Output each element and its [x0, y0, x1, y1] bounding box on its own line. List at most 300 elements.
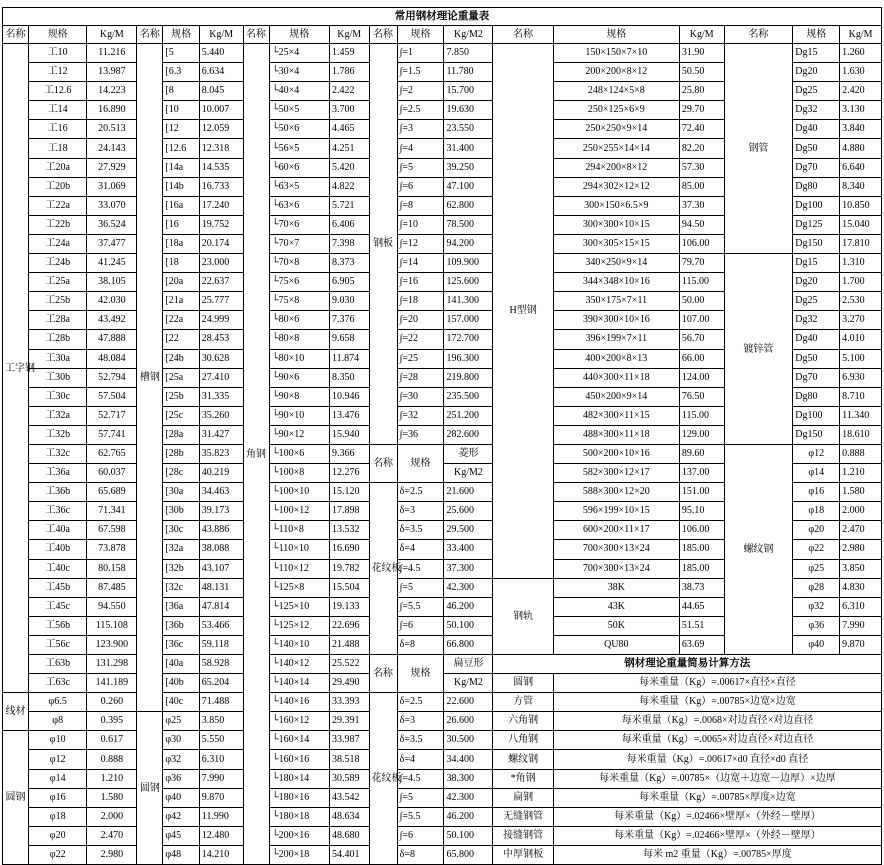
plate-spec: ∫=2	[397, 82, 444, 101]
i-beam-weight: 43.492	[87, 311, 137, 330]
plate-weight: 47.100	[444, 177, 493, 196]
channel-spec: [24b	[163, 349, 199, 368]
group-rail: 钢轨	[493, 578, 553, 654]
channel-weight: 16.733	[199, 177, 243, 196]
round-large-spec: φ45	[163, 826, 199, 845]
plate-weight: 141.300	[444, 292, 493, 311]
rebar-spec: φ18	[793, 502, 840, 521]
galv-weight: 11.340	[840, 406, 882, 425]
channel-spec: [28c	[163, 464, 199, 483]
round-spec: φ14	[29, 769, 87, 788]
channel-weight: 38.088	[199, 540, 243, 559]
table-row	[3, 254, 882, 273]
h-beam-weight: 82.20	[679, 139, 724, 158]
pipe-weight: 1.260	[840, 44, 882, 63]
channel-spec: [22a	[163, 311, 199, 330]
h-beam-spec: 300×305×15×15	[553, 234, 679, 253]
formula-text: 每米 m2 重量（Kg）=.00785×厚度	[553, 845, 881, 864]
i-beam-spec: 工30c	[29, 387, 87, 406]
plate-weight: 251.200	[444, 406, 493, 425]
formula-name: 八角钢	[493, 731, 553, 750]
h-beam-weight: 25.80	[679, 82, 724, 101]
h-beam-spec: 700×300×13×24	[553, 540, 679, 559]
rebar-weight: 4.830	[840, 578, 882, 597]
angle-spec: └160×14	[269, 731, 329, 750]
formula-name: 无缝钢管	[493, 807, 553, 826]
h-beam-weight: 151.00	[679, 483, 724, 502]
hdr-kgm: Kg/M	[679, 26, 724, 44]
rebar-weight: 2.000	[840, 502, 882, 521]
channel-spec: [32a	[163, 540, 199, 559]
rail-spec: 43K	[553, 597, 679, 616]
h-beam-weight: 79.70	[679, 254, 724, 273]
angle-weight: 12.276	[329, 464, 369, 483]
rebar-weight: 7.990	[840, 616, 882, 635]
i-beam-spec: 工18	[29, 139, 87, 158]
i-beam-spec: 工22b	[29, 215, 87, 234]
table-row	[3, 693, 882, 712]
checker-weight: 42.300	[444, 578, 493, 597]
round-weight: 2.980	[87, 845, 137, 864]
angle-spec: └40×4	[269, 82, 329, 101]
table-row	[3, 712, 882, 731]
angle-weight: 1.459	[329, 44, 369, 63]
plate-spec: ∫=30	[397, 387, 444, 406]
h-beam-weight: 115.00	[679, 406, 724, 425]
h-beam-spec: 488×300×11×18	[553, 425, 679, 444]
angle-weight: 4.465	[329, 120, 369, 139]
angle-spec: └100×12	[269, 502, 329, 521]
h-beam-spec: 350×175×7×11	[553, 292, 679, 311]
rail-spec: 38K	[553, 578, 679, 597]
hdr-spec: 规格	[793, 26, 840, 44]
h-beam-weight: 85.00	[679, 177, 724, 196]
channel-spec: [36a	[163, 597, 199, 616]
plate-weight: 125.600	[444, 273, 493, 292]
i-beam-spec: 工40a	[29, 521, 87, 540]
i-beam-weight: 47.888	[87, 330, 137, 349]
angle-spec: └63×5	[269, 177, 329, 196]
channel-spec: [25b	[163, 387, 199, 406]
h-beam-weight: 115.00	[679, 273, 724, 292]
i-beam-weight: 11.216	[87, 44, 137, 63]
galv-weight: 6.930	[840, 368, 882, 387]
h-beam-weight: 29.70	[679, 101, 724, 120]
h-beam-weight: 50.00	[679, 292, 724, 311]
wire-weight: 0.260	[87, 693, 137, 712]
checker-spec: δ=3	[397, 502, 444, 521]
angle-spec: └70×6	[269, 215, 329, 234]
h-beam-weight: 31.90	[679, 44, 724, 63]
wire-spec: φ8	[29, 712, 87, 731]
i-beam-spec: 工20b	[29, 177, 87, 196]
galv-spec: Dg20	[793, 273, 840, 292]
h-beam-spec: 300×150×6.5×9	[553, 196, 679, 215]
galv-weight: 18.610	[840, 425, 882, 444]
i-beam-spec: 工36a	[29, 464, 87, 483]
h-beam-spec: 600×200×11×17	[553, 521, 679, 540]
round-large-weight: 5.550	[199, 731, 243, 750]
pipe-weight: 15.040	[840, 215, 882, 234]
round-large-spec: φ36	[163, 769, 199, 788]
round-weight: 2.470	[87, 826, 137, 845]
i-beam-spec: 工16	[29, 120, 87, 139]
h-beam-weight: 37.30	[679, 196, 724, 215]
angle-weight: 15.504	[329, 578, 369, 597]
channel-weight: 43.886	[199, 521, 243, 540]
galv-weight: 1.310	[840, 254, 882, 273]
angle-spec: └140×14	[269, 674, 329, 693]
hdr-name: 名称	[137, 26, 163, 44]
angle-weight: 38.518	[329, 750, 369, 769]
round-spec: φ12	[29, 750, 87, 769]
group-galv-pipe: 镀锌管	[724, 254, 793, 445]
plate-weight: 109.900	[444, 254, 493, 273]
plate-weight: 7.850	[444, 44, 493, 63]
hdr-name: 名称	[724, 26, 793, 44]
checker-spec: ∫=5.5	[397, 807, 444, 826]
i-beam-spec: 工32b	[29, 425, 87, 444]
channel-spec: [12	[163, 120, 199, 139]
rebar-weight: 1.210	[840, 464, 882, 483]
i-beam-weight: 31.069	[87, 177, 137, 196]
i-beam-weight: 38.105	[87, 273, 137, 292]
angle-spec: └90×12	[269, 425, 329, 444]
pipe-spec: Dg70	[793, 158, 840, 177]
i-beam-weight: 123.900	[87, 635, 137, 654]
angle-spec: └70×7	[269, 234, 329, 253]
channel-spec: [21a	[163, 292, 199, 311]
checker-weight: 50.100	[444, 616, 493, 635]
formula-name: *角钢	[493, 769, 553, 788]
angle-spec: └180×16	[269, 788, 329, 807]
rebar-spec: φ22	[793, 540, 840, 559]
plate-weight: 219.800	[444, 368, 493, 387]
plate-weight: 62.800	[444, 196, 493, 215]
table-row	[3, 731, 882, 750]
angle-weight: 19.133	[329, 597, 369, 616]
channel-weight: 8.045	[199, 82, 243, 101]
channel-weight: 53.466	[199, 616, 243, 635]
group-checker-lentil: 花纹板	[369, 693, 397, 865]
checker-spec: δ=4	[397, 540, 444, 559]
pipe-spec: Dg40	[793, 120, 840, 139]
i-beam-weight: 16.890	[87, 101, 137, 120]
rebar-weight: 2.980	[840, 540, 882, 559]
round-large-spec: φ25	[163, 712, 199, 731]
rebar-weight: 2.470	[840, 521, 882, 540]
angle-spec: └75×6	[269, 273, 329, 292]
channel-weight: 22.637	[199, 273, 243, 292]
i-beam-weight: 33.070	[87, 196, 137, 215]
angle-spec: └140×16	[269, 693, 329, 712]
rail-weight: 51.51	[679, 616, 724, 635]
h-beam-weight: 76.50	[679, 387, 724, 406]
checker-spec: δ=8	[397, 845, 444, 864]
round-weight: 1.580	[87, 788, 137, 807]
checker-weight: 34.400	[444, 750, 493, 769]
checker-weight: 50.100	[444, 826, 493, 845]
hdr-lentil: 扁豆形	[444, 655, 493, 674]
channel-spec: [30b	[163, 502, 199, 521]
angle-weight: 33.393	[329, 693, 369, 712]
checker-weight: 29.500	[444, 521, 493, 540]
i-beam-spec: 工10	[29, 44, 87, 63]
h-beam-weight: 129.00	[679, 425, 724, 444]
round-spec: φ20	[29, 826, 87, 845]
plate-weight: 39.250	[444, 158, 493, 177]
channel-spec: [6.3	[163, 63, 199, 82]
i-beam-spec: 工45c	[29, 597, 87, 616]
i-beam-spec: 工12.6	[29, 82, 87, 101]
angle-spec: └50×5	[269, 101, 329, 120]
plate-weight: 196.300	[444, 349, 493, 368]
checker-weight: 37.300	[444, 559, 493, 578]
pipe-spec: Dg100	[793, 196, 840, 215]
angle-spec: └140×10	[269, 635, 329, 654]
formula-text: 每米重量（Kg）=.0068×对边直径×对边直径	[553, 712, 881, 731]
plate-spec: ∫=28	[397, 368, 444, 387]
i-beam-spec: 工25a	[29, 273, 87, 292]
plate-spec: ∫=1	[397, 44, 444, 63]
h-beam-spec: 300×300×10×15	[553, 215, 679, 234]
i-beam-weight: 48.084	[87, 349, 137, 368]
h-beam-weight: 107.00	[679, 311, 724, 330]
rebar-spec: φ12	[793, 444, 840, 463]
i-beam-spec: 工63b	[29, 655, 87, 674]
galv-weight: 8.710	[840, 387, 882, 406]
angle-spec: └60×6	[269, 158, 329, 177]
i-beam-weight: 24.143	[87, 139, 137, 158]
h-beam-weight: 185.00	[679, 559, 724, 578]
h-beam-spec: 396×199×7×11	[553, 330, 679, 349]
i-beam-weight: 60.037	[87, 464, 137, 483]
h-beam-weight: 106.00	[679, 234, 724, 253]
channel-weight: 25.777	[199, 292, 243, 311]
table-row	[3, 826, 882, 845]
rebar-spec: φ20	[793, 521, 840, 540]
galv-spec: Dg100	[793, 406, 840, 425]
angle-weight: 8.350	[329, 368, 369, 387]
group-round-large: 圆钢	[137, 712, 163, 865]
hdr-name: 名称	[369, 655, 397, 693]
channel-spec: [14a	[163, 158, 199, 177]
h-beam-weight: 56.70	[679, 330, 724, 349]
wire-spec: φ6.5	[29, 693, 87, 712]
h-beam-spec: 250×125×6×9	[553, 101, 679, 120]
angle-weight: 3.700	[329, 101, 369, 120]
galv-spec: Dg40	[793, 330, 840, 349]
plate-weight: 172.700	[444, 330, 493, 349]
checker-weight: 38.300	[444, 769, 493, 788]
channel-weight: 20.174	[199, 234, 243, 253]
h-beam-spec: 440×300×11×18	[553, 368, 679, 387]
table-row	[3, 655, 882, 674]
pipe-weight: 6.640	[840, 158, 882, 177]
checker-weight: 30.500	[444, 731, 493, 750]
formula-name: 中厚钢板	[493, 845, 553, 864]
table-row	[3, 44, 882, 63]
plate-weight: 19.630	[444, 101, 493, 120]
h-beam-spec: 250×255×14×14	[553, 139, 679, 158]
angle-weight: 48.634	[329, 807, 369, 826]
i-beam-weight: 80.158	[87, 559, 137, 578]
round-large-weight: 3.850	[199, 712, 243, 731]
pipe-weight: 2.420	[840, 82, 882, 101]
angle-spec: └110×10	[269, 540, 329, 559]
formula-text: 每米重量（Kg）=.02466×壁厚×（外经－壁厚）	[553, 826, 881, 845]
angle-weight: 29.490	[329, 674, 369, 693]
i-beam-weight: 27.929	[87, 158, 137, 177]
angle-spec: └110×8	[269, 521, 329, 540]
angle-weight: 10.946	[329, 387, 369, 406]
checker-spec: δ=3.5	[397, 731, 444, 750]
rail-spec: 50K	[553, 616, 679, 635]
i-beam-weight: 65.689	[87, 483, 137, 502]
angle-weight: 25.522	[329, 655, 369, 674]
angle-weight: 29.391	[329, 712, 369, 731]
hdr-name: 名称	[493, 26, 553, 44]
i-beam-spec: 工40c	[29, 559, 87, 578]
pipe-spec: Dg15	[793, 44, 840, 63]
i-beam-spec: 工28a	[29, 311, 87, 330]
checker-weight: 25.600	[444, 502, 493, 521]
table-row	[3, 845, 882, 864]
channel-spec: [32b	[163, 559, 199, 578]
checker-spec: δ=2.5	[397, 693, 444, 712]
angle-spec: └140×12	[269, 655, 329, 674]
galv-weight: 4.010	[840, 330, 882, 349]
pipe-weight: 3.130	[840, 101, 882, 120]
angle-spec: └50×6	[269, 120, 329, 139]
round-large-weight: 11.990	[199, 807, 243, 826]
plate-weight: 282.600	[444, 425, 493, 444]
i-beam-spec: 工30b	[29, 368, 87, 387]
plate-weight: 15.700	[444, 82, 493, 101]
h-beam-weight: 50.50	[679, 63, 724, 82]
channel-weight: 28.453	[199, 330, 243, 349]
h-beam-spec: 700×300×13×24	[553, 559, 679, 578]
angle-weight: 22.696	[329, 616, 369, 635]
plate-weight: 94.200	[444, 234, 493, 253]
h-beam-spec: 596×199×10×15	[553, 502, 679, 521]
i-beam-weight: 42.030	[87, 292, 137, 311]
h-beam-spec: 150×150×7×10	[553, 44, 679, 63]
i-beam-spec: 工32c	[29, 444, 87, 463]
angle-weight: 5.721	[329, 196, 369, 215]
table-row	[3, 750, 882, 769]
angle-weight: 43.542	[329, 788, 369, 807]
hdr-spec: 规格	[163, 26, 199, 44]
round-large-weight: 7.990	[199, 769, 243, 788]
plate-spec: ∫=8	[397, 196, 444, 215]
hdr-spec: 规格	[397, 444, 444, 482]
plate-spec: ∫=3	[397, 120, 444, 139]
checker-spec: ∫=6	[397, 826, 444, 845]
i-beam-weight: 36.524	[87, 215, 137, 234]
channel-spec: [18	[163, 254, 199, 273]
group-angle: 角钢	[243, 44, 269, 865]
hdr-kgm2: Kg/M2	[444, 674, 493, 693]
rebar-weight: 3.850	[840, 559, 882, 578]
round-large-weight: 6.310	[199, 750, 243, 769]
pipe-weight: 8.340	[840, 177, 882, 196]
checker-spec: ∫=4.5	[397, 559, 444, 578]
h-beam-spec: 200×200×8×12	[553, 63, 679, 82]
formula-name: 扁钢	[493, 788, 553, 807]
channel-weight: 6.634	[199, 63, 243, 82]
plate-spec: ∫=1.5	[397, 63, 444, 82]
round-spec: φ10	[29, 731, 87, 750]
angle-spec: └180×14	[269, 769, 329, 788]
angle-spec: └80×8	[269, 330, 329, 349]
i-beam-weight: 67.598	[87, 521, 137, 540]
checker-weight: 42.300	[444, 788, 493, 807]
angle-weight: 11.874	[329, 349, 369, 368]
group-wire: 线材	[3, 693, 29, 731]
checker-weight: 26.600	[444, 712, 493, 731]
formula-text: 每米重量（Kg）=.00785×边宽×边宽	[553, 693, 881, 712]
plate-spec: ∫=6	[397, 177, 444, 196]
hdr-kgm: Kg/M	[840, 26, 882, 44]
channel-weight: 40.219	[199, 464, 243, 483]
channel-weight: 65.204	[199, 674, 243, 693]
i-beam-spec: 工30a	[29, 349, 87, 368]
galv-spec: Dg80	[793, 387, 840, 406]
angle-weight: 15.940	[329, 425, 369, 444]
round-large-spec: φ42	[163, 807, 199, 826]
galv-spec: Dg25	[793, 292, 840, 311]
galv-spec: Dg15	[793, 254, 840, 273]
i-beam-weight: 71.341	[87, 502, 137, 521]
channel-weight: 10.007	[199, 101, 243, 120]
round-large-weight: 9.870	[199, 788, 243, 807]
angle-weight: 6.905	[329, 273, 369, 292]
angle-spec: └200×18	[269, 845, 329, 864]
channel-weight: 24.999	[199, 311, 243, 330]
round-large-spec: φ40	[163, 788, 199, 807]
angle-spec: └90×6	[269, 368, 329, 387]
channel-spec: [8	[163, 82, 199, 101]
angle-weight: 4.822	[329, 177, 369, 196]
hdr-kgm2: Kg/M2	[444, 464, 493, 483]
i-beam-weight: 57.504	[87, 387, 137, 406]
i-beam-weight: 20.513	[87, 120, 137, 139]
channel-weight: 39.173	[199, 502, 243, 521]
channel-weight: 43.107	[199, 559, 243, 578]
formula-text: 每米重量（Kg）=.02466×壁厚×（外经－壁厚）	[553, 807, 881, 826]
hdr-spec: 规格	[553, 26, 679, 44]
angle-weight: 4.251	[329, 139, 369, 158]
checker-spec: δ=3.5	[397, 521, 444, 540]
pipe-weight: 3.840	[840, 120, 882, 139]
galv-weight: 1.700	[840, 273, 882, 292]
pipe-spec: Dg32	[793, 101, 840, 120]
i-beam-weight: 62.765	[87, 444, 137, 463]
angle-weight: 48.680	[329, 826, 369, 845]
angle-spec: └125×8	[269, 578, 329, 597]
formula-name: 六角钢	[493, 712, 553, 731]
group-steel-pipe: 钢管	[724, 44, 793, 254]
wire-weight: 0.395	[87, 712, 137, 731]
galv-weight: 2.530	[840, 292, 882, 311]
h-beam-weight: 66.00	[679, 349, 724, 368]
angle-weight: 17.898	[329, 502, 369, 521]
round-spec: φ18	[29, 807, 87, 826]
group-channel: 槽钢	[137, 44, 163, 712]
rebar-weight: 9.870	[840, 635, 882, 654]
i-beam-spec: 工56c	[29, 635, 87, 654]
